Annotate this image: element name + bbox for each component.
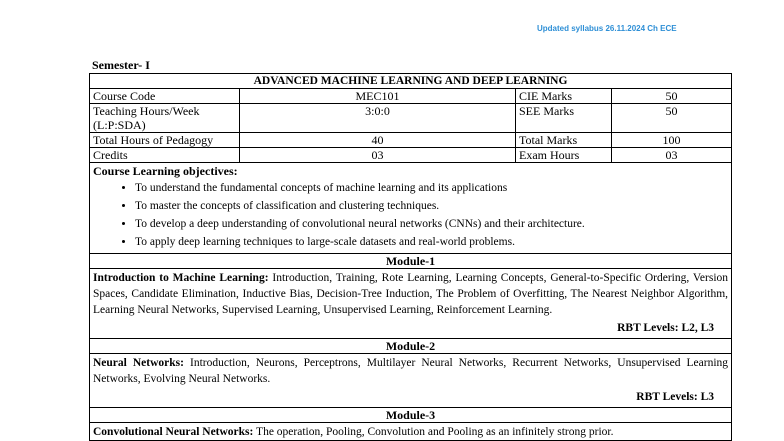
objectives-section — [90, 163, 732, 254]
module-2-title: Module-2 — [90, 339, 732, 354]
info-label-2: Exam Hours — [516, 148, 612, 163]
info-row — [90, 133, 732, 148]
updated-syllabus-note: Updated syllabus 26.11.2024 Ch ECE — [537, 24, 677, 33]
objective-item: • To understand the fundamental concepts of machine learning and its applications — [135, 179, 728, 197]
module-2-body — [90, 354, 732, 408]
module-3-title: Module-3 — [90, 408, 732, 423]
course-title: ADVANCED MACHINE LEARNING AND DEEP LEARNING — [90, 74, 732, 89]
info-label-2: CIE Marks — [516, 89, 612, 104]
info-value: 40 — [240, 133, 516, 148]
objective-item: • To apply deep learning techniques to large-scale datasets and real-world problems. — [135, 233, 728, 251]
rbt-value: L3 — [697, 391, 715, 403]
info-label-2: Total Marks — [516, 133, 612, 148]
info-row — [90, 104, 732, 133]
info-row — [90, 148, 732, 163]
module-1-topic: Introduction to Machine Learning: — [93, 272, 269, 284]
objectives-list — [93, 179, 728, 251]
syllabus-table — [89, 73, 732, 441]
objective-item: • To master the concepts of classification and clustering techniques. — [135, 197, 728, 215]
semester-label: Semester- I — [92, 58, 150, 72]
info-value: 03 — [240, 148, 516, 163]
info-value: 3:0:0 — [240, 104, 516, 133]
module-1-rbt — [93, 318, 728, 338]
info-value-2: 03 — [612, 148, 732, 163]
module-1-content — [93, 269, 728, 318]
module-3-body — [90, 423, 732, 441]
info-label: Course Code — [90, 89, 240, 104]
module-2-content — [93, 354, 728, 387]
info-value-2: 50 — [612, 104, 732, 133]
module-1-text: Introduction, Training, Rote Learning, Learning Concepts, General-to-Specific Ordering, Version Spaces, Candidate Elimination, Inductive Bias, Decision-Tree Induction, The Problem of Overfitting, The Nearest Neighbor Algorithm, Learning Neural Networks, Supervised Learning, Unsupervised Learning, Reinforcement Learning. — [93, 272, 729, 316]
module-1-title: Module-1 — [90, 254, 732, 269]
info-value-2: 50 — [612, 89, 732, 104]
module-3-content — [93, 423, 728, 440]
info-value-2: 100 — [612, 133, 732, 148]
info-label-2: SEE Marks — [516, 104, 612, 133]
rbt-value: L2, L3 — [678, 322, 715, 334]
module-3-text: The operation, Pooling, Convolution and Pooling as an infinitely strong prior. — [253, 426, 614, 438]
info-value: MEC101 — [240, 89, 516, 104]
module-1-body — [90, 269, 732, 339]
module-2-rbt — [93, 387, 728, 407]
rbt-label: RBT Levels: — [617, 322, 679, 334]
info-label: Teaching Hours/Week (L:P:SDA) — [90, 104, 240, 133]
rbt-label: RBT Levels: — [636, 391, 698, 403]
objectives-heading: Course Learning objectives: — [93, 164, 238, 178]
module-3-topic: Convolutional Neural Networks: — [93, 426, 254, 438]
info-label: Credits — [90, 148, 240, 163]
module-2-text: Introduction, Neurons, Perceptrons, Multilayer Neural Networks, Recurrent Networks, Unsupervised Learning Networks, Evolving Neural Networks. — [93, 357, 729, 385]
info-label: Total Hours of Pedagogy — [90, 133, 240, 148]
module-2-topic: Neural Networks: — [93, 357, 184, 369]
info-row — [90, 89, 732, 104]
objective-item: • To develop a deep understanding of convolutional neural networks (CNNs) and their architecture. — [135, 215, 728, 233]
